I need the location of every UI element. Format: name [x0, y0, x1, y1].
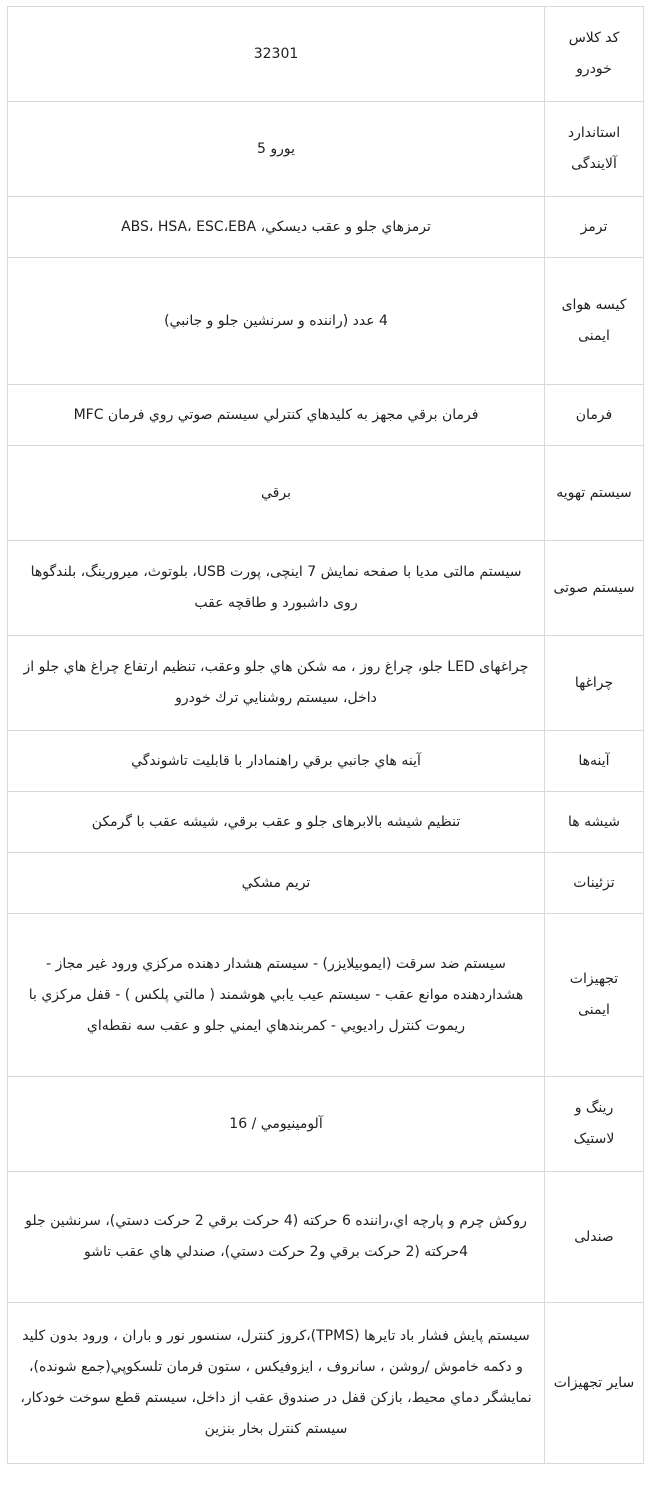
spec-label: صندلی — [545, 1172, 644, 1303]
spec-value: روكش چرم و پارچه اي،راننده 6 حركته (4 حركت برقي 2 حركت دستي)، سرنشين جلو 4حركته (2 حركت برقي و2 حركت دستي)، صندلي هاي عقب تاشو — [8, 1172, 545, 1303]
spec-value: آلومينيومي / 16 — [8, 1077, 545, 1172]
table-row — [8, 853, 644, 914]
table-row — [8, 102, 644, 197]
table-row — [8, 731, 644, 792]
spec-table-container — [7, 6, 644, 1464]
spec-label: فرمان — [545, 385, 644, 446]
table-row — [8, 258, 644, 385]
table-row — [8, 541, 644, 636]
table-row — [8, 792, 644, 853]
spec-label: تزئینات — [545, 853, 644, 914]
spec-value: 32301 — [8, 7, 545, 102]
spec-label: سیستم صوتی — [545, 541, 644, 636]
table-row — [8, 1077, 644, 1172]
spec-label: کد کلاس خودرو — [545, 7, 644, 102]
spec-value: يورو 5 — [8, 102, 545, 197]
spec-value: چراغهای LED جلو، چراغ روز ، مه شكن هاي جلو وعقب، تنظيم ارتفاع چراغ هاي جلو از داخل، سيستم روشنايي ترك خودرو — [8, 636, 545, 731]
spec-value: فرمان برقي مجهز به كليدهاي كنترلي سيستم صوتي روي فرمان MFC — [8, 385, 545, 446]
spec-label: آینه‌ها — [545, 731, 644, 792]
spec-label: سایر تجهیزات — [545, 1303, 644, 1464]
spec-value: ترمزهاي جلو و عقب ديسكي، ABS، HSA، ESC،EBA — [8, 197, 545, 258]
spec-label: رینگ و لاستیک — [545, 1077, 644, 1172]
spec-value: سيستم پايش فشار باد تايرها (TPMS)،كروز كنترل، سنسور نور و باران ، ورود بدون كليد و دكمه خاموش /روشن ، سانروف ، ايزوفيكس ، ستون فرمان تلسكوپي(جمع شونده)، نمايشگر دماي محيط، بازكن قفل در صندوق عقب از داخل، سيستم قطع سوخت خودكار، سيستم كنترل بخار بنزين — [8, 1303, 545, 1464]
spec-label: تجهیزات ایمنی — [545, 914, 644, 1077]
table-row — [8, 385, 644, 446]
table-row — [8, 197, 644, 258]
spec-value: سيستم ضد سرقت (ايموبيلايزر) - سيستم هشدار دهنده مركزي ورود غير مجاز - هشداردهنده موانع عقب - سيستم عيب يابي هوشمند ( مالتي پلكس ) - قفل مركزي با ريموت كنترل راديويي - كمربندهاي ايمني جلو و عقب سه نقطه‌اي — [8, 914, 545, 1077]
spec-value: سیستم مالتی مدیا با صفحه نمایش 7 اینچی، پورت USB، بلوتوث، میرورینگ، بلندگوها روی داشبورد و طاقچه عقب — [8, 541, 545, 636]
spec-label: کیسه هوای ایمنی — [545, 258, 644, 385]
spec-label: شیشه ها — [545, 792, 644, 853]
table-row — [8, 1172, 644, 1303]
spec-value: تريم مشكي — [8, 853, 545, 914]
table-row — [8, 636, 644, 731]
spec-value: آينه هاي جانبي برقي راهنمادار با قابليت تاشوندگي — [8, 731, 545, 792]
spec-label: سیستم تهویه — [545, 446, 644, 541]
spec-label: چراغها — [545, 636, 644, 731]
table-row — [8, 1303, 644, 1464]
spec-value: برقي — [8, 446, 545, 541]
spec-value: تنظیم شیشه بالابرهای جلو و عقب برقي، شيشه عقب با گرمكن — [8, 792, 545, 853]
spec-label: استاندارد آلایندگی — [545, 102, 644, 197]
spec-label: ترمز — [545, 197, 644, 258]
table-row — [8, 914, 644, 1077]
table-row — [8, 7, 644, 102]
car-spec-table — [7, 6, 644, 1464]
table-row — [8, 446, 644, 541]
spec-value: 4 عدد (راننده و سرنشين جلو و جانبي) — [8, 258, 545, 385]
